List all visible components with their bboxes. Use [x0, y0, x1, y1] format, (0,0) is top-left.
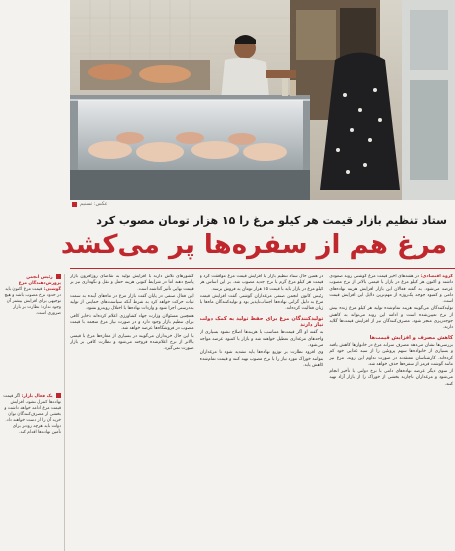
article-column-2	[200, 274, 324, 549]
paragraph: رئیس کانون انجمن صنفی مرغداران گوشتی گفت افزایش قیمت مرغ به دلیل گرانی نهاده‌ها اجتناب‌ناپذیر بود و تولیدکنندگان ماه‌ها با زیان فعالیت کرده‌اند.	[199, 293, 324, 312]
paragraph: با این حال خریداران می‌گویند در بسیاری از مغازه‌ها مرغ با قیمتی بالاتر از نرخ اعلام‌شده فروخته می‌شود و نظارت کافی بر بازار صورت نمی‌گیرد.	[70, 333, 194, 352]
paragraph: وی افزود نظارت بر توزیع نهاده‌ها باید تشدید شود تا مرغداران بتوانند خوراک مورد نیاز را با نرخ مصوب تهیه کنند و قیمت تمام‌شده کاهش یابد.	[199, 350, 324, 368]
caption-mark-icon	[72, 202, 77, 207]
article-headline: مرغ هم از سفره‌ها پر می‌کشد	[60, 230, 447, 260]
paragraph: همچنین مسئولان وزارت جهاد کشاورزی اعلام کرده‌اند ذخایر کافی برای تنظیم بازار وجود دارد و در صورت نیاز مرغ منجمد با قیمت مصوب در فروشگاه‌ها عرضه خواهد شد.	[70, 313, 194, 332]
butcher-shop-photo	[70, 0, 455, 200]
headline-divider	[70, 268, 455, 269]
article-kicker: ستاد تنظیم بازار قیمت هر کیلو مرغ را ۱۵ هزار تومان مصوب کرد	[96, 214, 447, 227]
sidebar-quote	[0, 393, 64, 442]
section-subhead: تولیدکنندگان مرغ برای حفظ تولید به کمک دولت نیاز دارند	[199, 315, 324, 329]
article-body	[70, 274, 453, 549]
paragraph: از سوی دیگر عرضه نهاده‌های دامی با نرخ دولتی با تأخیر انجام می‌شود و مرغداران ناچارند بخشی از خوراک را از بازار آزاد تهیه کنند.	[329, 369, 453, 387]
section-subhead: کاهش مصرف و افزایش قیمت‌ها	[369, 334, 453, 341]
paragraph: تولیدکنندگان می‌گویند هزینه تمام‌شده تولید هر کیلو مرغ زنده بیش از نرخ تعیین‌شده است و ادامه این روند می‌تواند به کاهش جوجه‌ریزی منجر شود. مصرف‌کنندگان نیز از افزایش قیمت‌ها گلایه دارند.	[329, 306, 453, 331]
sidebar-quote	[0, 274, 64, 323]
quote-text: اگر قیمت نهاده‌ها کنترل نشود، افزایش قیمت مرغ ادامه خواهد داشت و بخشی از مصرف‌کنندگان توان خرید آن را از دست خواهند داد. دولت باید هرچه زودتر برای تأمین نهاده‌ها اقدام کند.	[3, 394, 61, 435]
photo-credit: عکس: تسنیم	[80, 201, 108, 207]
paragraph: بررسی‌ها نشان می‌دهد مصرف سرانه مرغ در خانوارها کاهش یافته و بسیاری از خانواده‌ها سهم پروتئین را از سبد غذایی خود کم کرده‌اند. کارشناسان معتقدند در صورت تداوم این روند، مرغ نیز مانند گوشت قرمز از سفره‌ها حذف خواهد شد.	[329, 342, 453, 367]
article-column-3	[70, 274, 194, 549]
quote-text: قیمت مرغ اکنون باید در حدود نرخ مصوب باشد و هیچ توجیهی برای افزایش بیشتر آن وجود ندارد؛ نظارت بر بازار ضروری است.	[4, 287, 61, 316]
quote-marker-icon	[56, 393, 61, 398]
article-photo	[70, 0, 455, 200]
lead-label: گروه اقتصادی:	[420, 274, 453, 279]
quote-marker-icon	[56, 274, 61, 279]
paragraph: کشورهای تلاش دارند با افزایش تولید به تقاضای روزافزون بازار پاسخ دهند اما در شرایط کنونی هزینه حمل و نقل و نگهداری نیز بر قیمت نهایی تأثیر گذاشته است.	[70, 274, 194, 292]
paragraph: این فعال صنفی در پایان گفت بازار مرغ در ماه‌های آینده به سمت ثبات حرکت خواهد کرد به شرط آنکه سیاست‌های حمایتی از تولید به‌درستی اجرا شود و واردات نهاده‌ها با اختلال روبه‌رو نشود.	[70, 293, 194, 312]
article-column-1	[329, 274, 453, 549]
paragraph: در همین حال ستاد تنظیم بازار با افزایش قیمت مرغ موافقت کرد و قیمت هر کیلو مرغ گرم با نرخ جدید مصوب شد. بر این اساس هر کیلو مرغ در بازار باید با قیمت ۱۵ هزار تومان به فروش برسد.	[199, 274, 324, 292]
quote-speaker: رئیس انجمن پرورش‌دهندگان مرغ گوشتی:	[18, 275, 61, 292]
quote-sidebar	[0, 274, 65, 551]
paragraph: به گفته او اگر قیمت‌ها متناسب با هزینه‌ها اصلاح نشود بسیاری از واحدهای مرغداری تعطیل خواهند شد و بازار با کمبود عرضه مواجه می‌شود.	[199, 330, 324, 348]
photo-caption	[70, 200, 455, 208]
paragraph: گروه اقتصادی: در هفته‌های اخیر قیمت مرغ گوشتی روند صعودی داشته و اکنون هر کیلو مرغ در بازار با قیمتی بالاتر از نرخ مصوب عرضه می‌شود. به گفته فعالان این بازار افزایش هزینه نهاده‌های دامی و کمبود جوجه یک‌روزه از مهم‌ترین دلایل این افزایش قیمت است.	[329, 274, 453, 305]
quote-speaker: یک فعال بازار:	[21, 394, 53, 399]
